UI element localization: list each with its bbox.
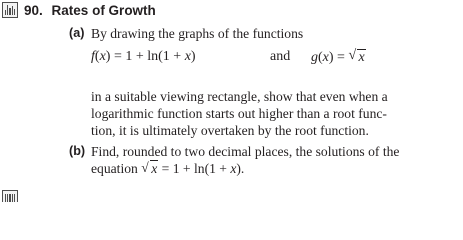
part-a-line-2: logarithmic function starts out higher than a root func- xyxy=(91,106,387,121)
formula-row xyxy=(89,46,449,68)
part-a-line-1: in a suitable viewing rectangle, show that even when a xyxy=(91,89,388,104)
part-b-label: (b) xyxy=(69,144,86,158)
part-b xyxy=(69,143,459,177)
f-formula: f(x) = 1 + ln(1 + x) xyxy=(91,49,196,64)
problem-title: Rates of Growth xyxy=(51,3,156,18)
part-b-equation: √ x = 1 + ln(1 + x). xyxy=(141,160,245,176)
g-formula: g(x) = √ x xyxy=(311,48,365,65)
bar-chart-icon xyxy=(2,2,18,18)
part-a-intro: By drawing the graphs of the functions xyxy=(91,26,304,41)
problem-number: 90. xyxy=(24,3,43,18)
part-a-body xyxy=(91,88,461,139)
part-b-equation-prefix: equation xyxy=(91,161,138,176)
part-a-label: (a) xyxy=(69,26,85,40)
part-b-line-1: Find, rounded to two decimal places, the solutions of the xyxy=(91,144,400,159)
problem-header xyxy=(24,3,156,18)
part-a-line-3: tion, it is ultimately overtaken by the root function. xyxy=(91,123,369,138)
bar-chart-icon xyxy=(2,190,18,202)
part-a xyxy=(69,25,459,42)
formula-connector: and xyxy=(270,49,291,64)
part-b-line-2 xyxy=(91,160,459,177)
